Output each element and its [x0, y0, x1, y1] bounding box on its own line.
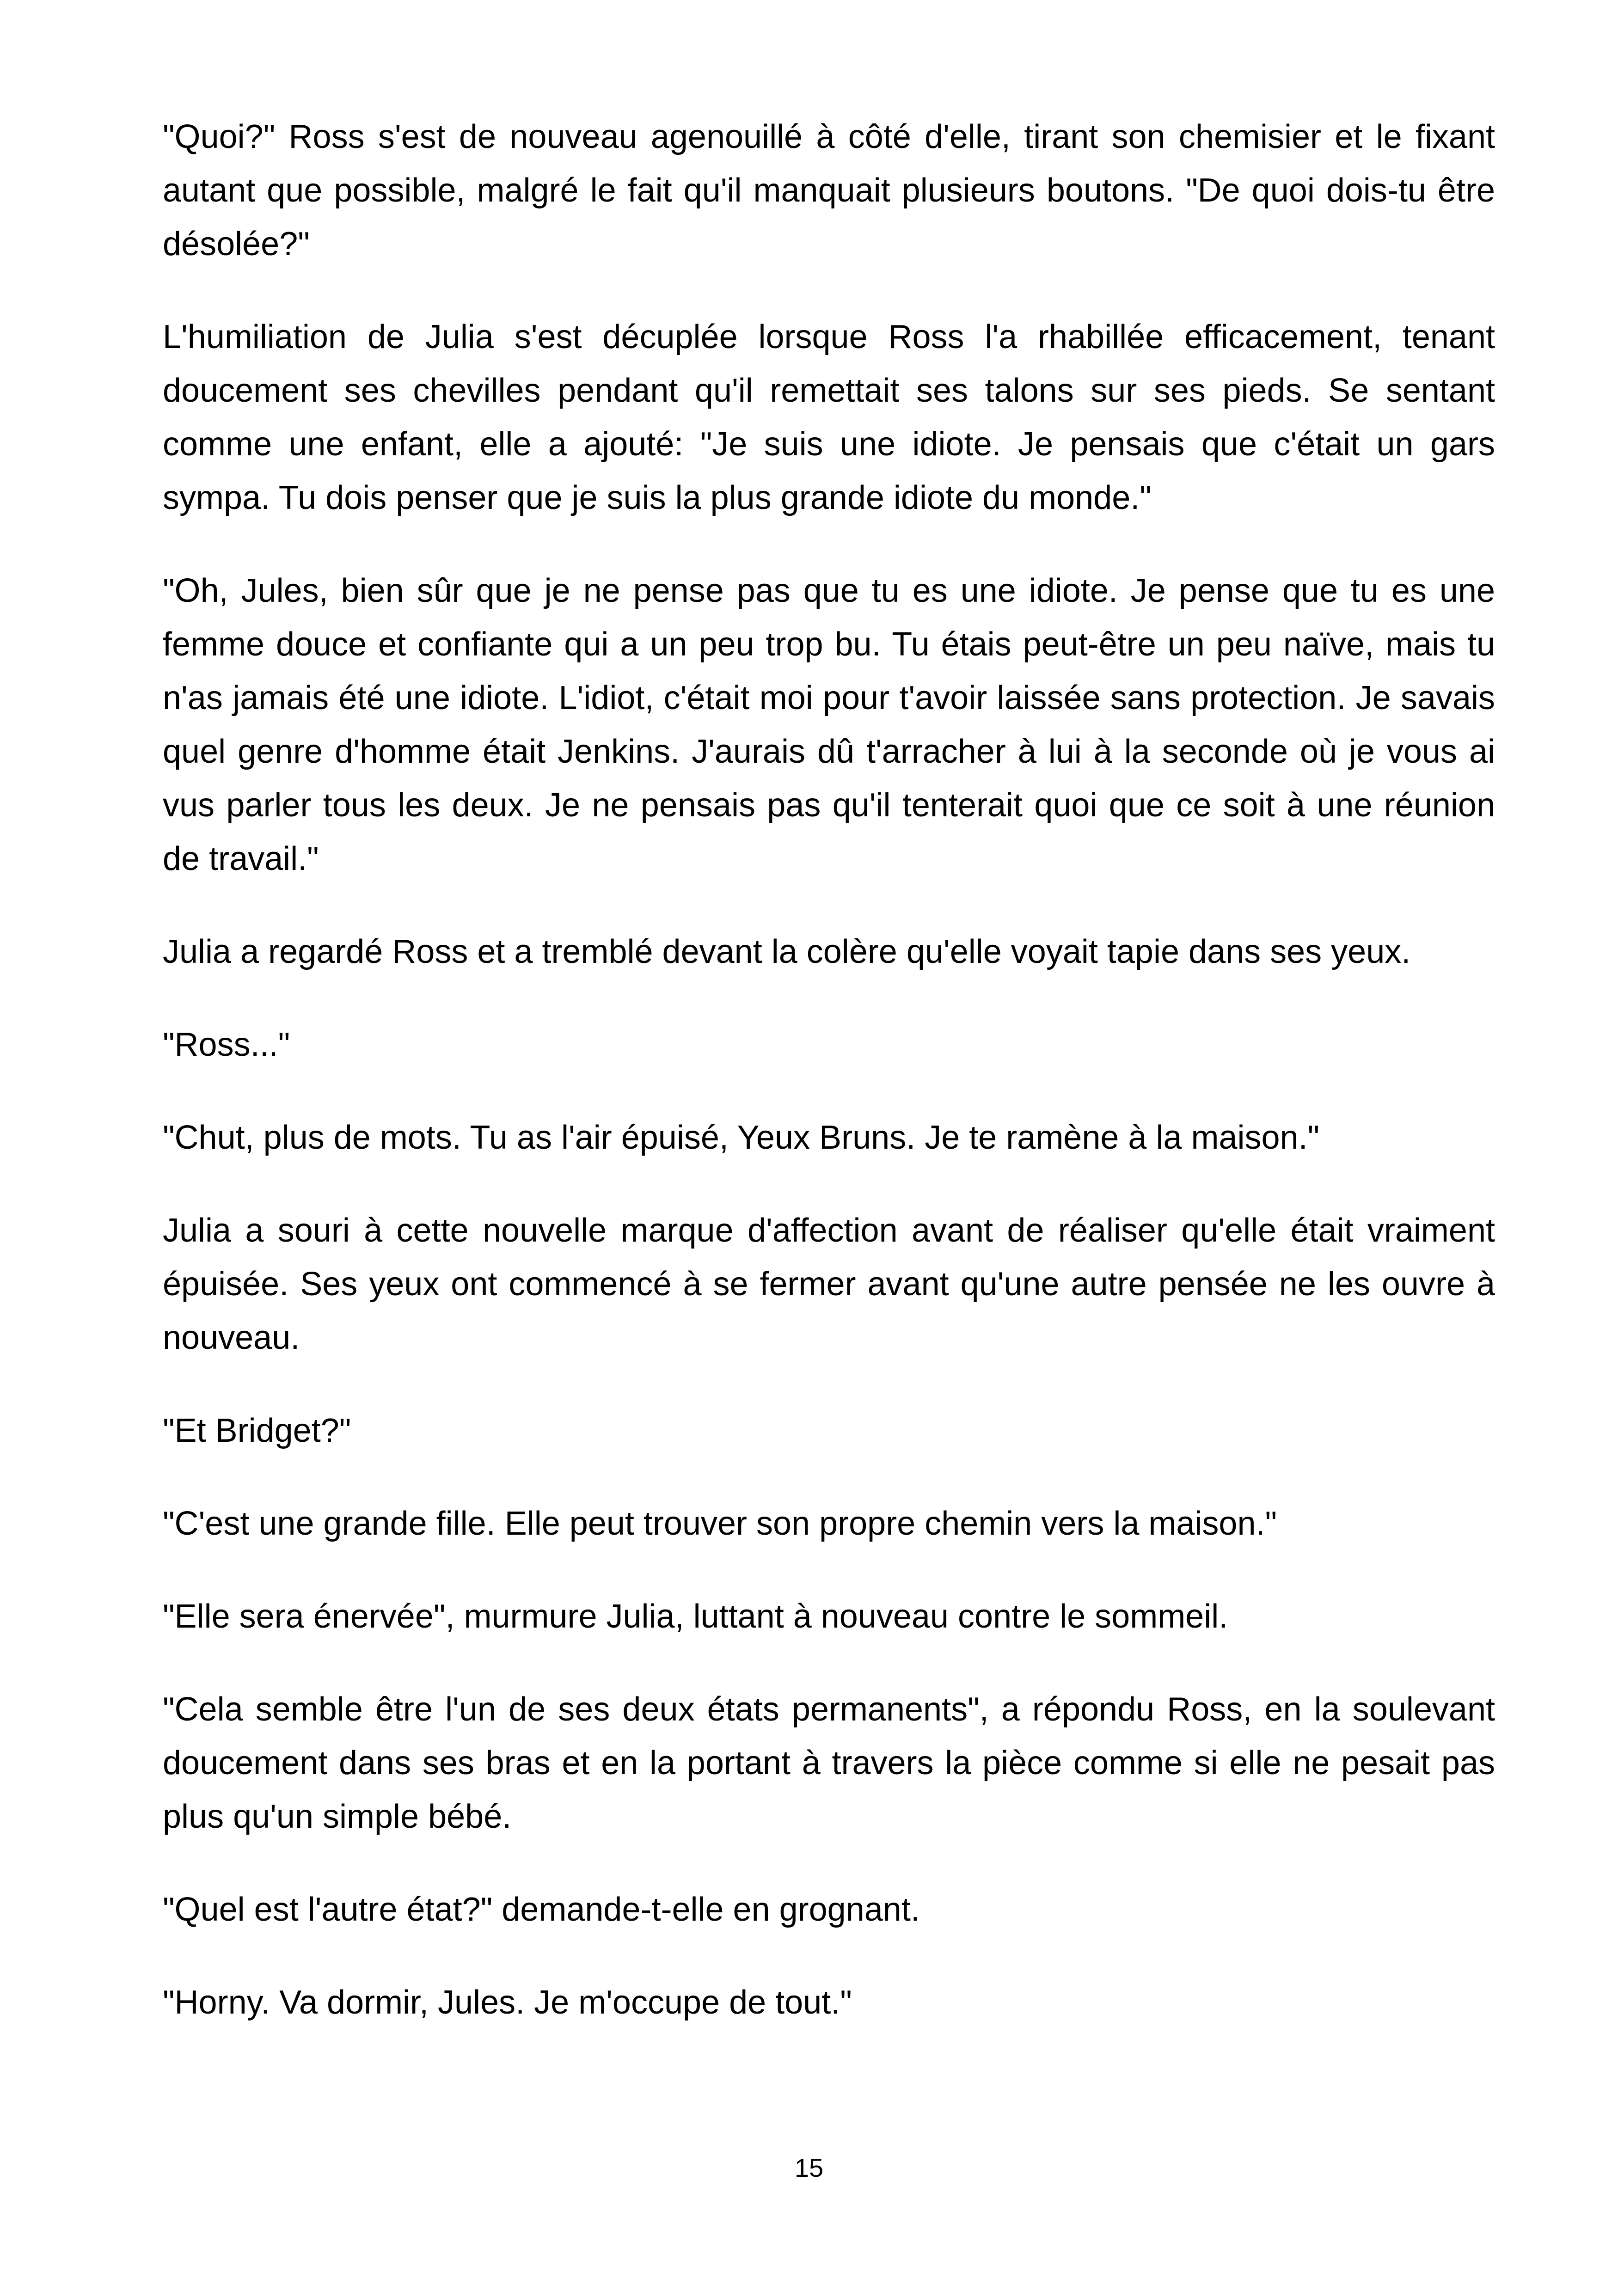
paragraph: "C'est une grande fille. Elle peut trouver son propre chemin vers la maison.": [163, 1505, 1277, 1542]
paragraph: "Chut, plus de mots. Tu as l'air épuisé, Yeux Bruns. Je te ramène à la maison.": [163, 1119, 1320, 1156]
paragraph: Julia a souri à cette nouvelle marque d'affection avant de réaliser qu'elle était vraiment épuisée. Ses yeux ont commencé à se fermer avant qu'une autre pensée ne les ouvre à nouveau.: [163, 1212, 1495, 1356]
paragraph: "Elle sera énervée", murmure Julia, luttant à nouveau contre le sommeil.: [163, 1598, 1228, 1635]
paragraph: "Quoi?" Ross s'est de nouveau agenouillé à côté d'elle, tirant son chemisier et le fixant autant que possible, malgré le fait qu'il manquait plusieurs boutons. "De quoi dois-tu être désolée?": [163, 118, 1495, 263]
paragraph: "Et Bridget?": [163, 1412, 351, 1449]
paragraph: L'humiliation de Julia s'est décuplée lorsque Ross l'a rhabillée efficacement, tenant doucement ses chevilles pendant qu'il remettait ses talons sur ses pieds. Se sentant comme une enfant, elle a ajouté: "Je suis une idiote. Je pensais que c'était un gars sympa. Tu dois penser que je suis la plus grande idiote du monde.": [163, 318, 1495, 516]
paragraph: "Quel est l'autre état?" demande-t-elle en grognant.: [163, 1891, 920, 1928]
paragraph: Julia a regardé Ross et a tremblé devant la colère qu'elle voyait tapie dans ses yeux.: [163, 933, 1411, 970]
paragraph: "Horny. Va dormir, Jules. Je m'occupe de tout.": [163, 1984, 852, 2021]
paragraph: "Ross...": [163, 1026, 290, 1063]
paragraph: "Oh, Jules, bien sûr que je ne pense pas que tu es une idiote. Je pense que tu es une femme douce et confiante qui a un peu trop bu. Tu étais peut-être un peu naïve, mais tu n'as jamais été une idiote. L'idiot, c'était moi pour t'avoir laissée sans protection. Je savais quel genre d'homme était Jenkins. J'aurais dû t'arracher à lui à la seconde où je vous ai vus parler tous les deux. Je ne pensais pas qu'il tenterait quoi que ce soit à une réunion de travail.": [163, 572, 1495, 877]
body-text: [163, 110, 1495, 2069]
page-number: 15: [794, 2153, 824, 2182]
paragraph: "Cela semble être l'un de ses deux états permanents", a répondu Ross, en la soulevant doucement dans ses bras et en la portant à travers la pièce comme si elle ne pesait pas plus qu'un simple bébé.: [163, 1691, 1495, 1835]
